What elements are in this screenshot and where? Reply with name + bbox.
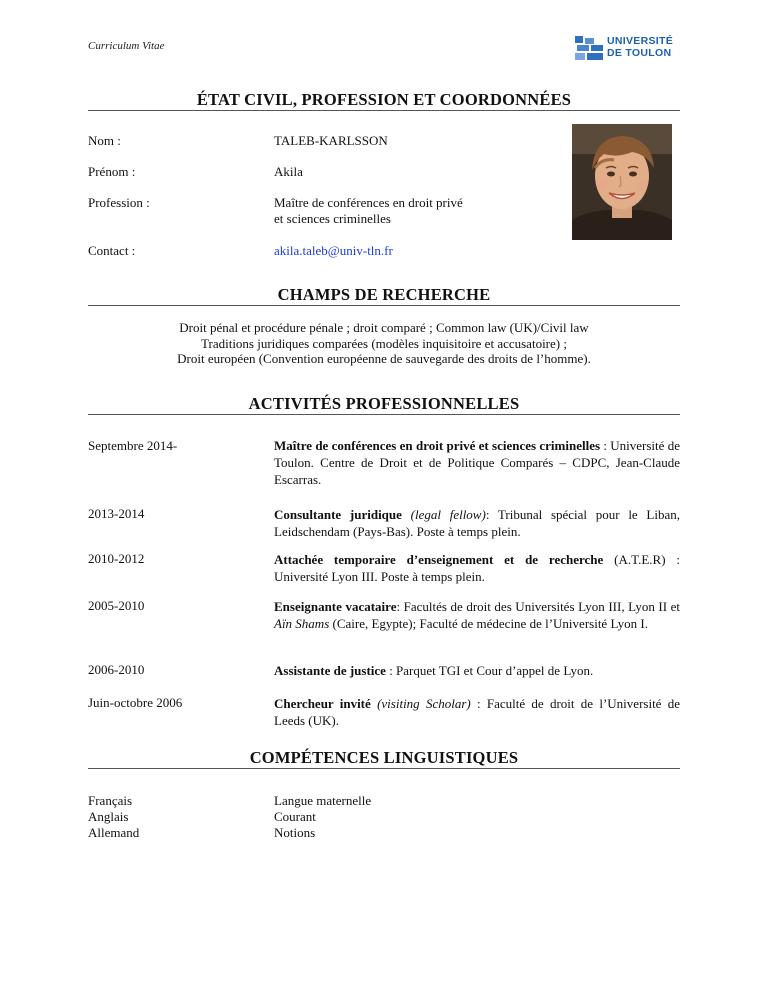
language-level: Courant [274, 809, 316, 824]
activity-date: 2006-2010 [88, 662, 145, 677]
prenom-value: Akila [274, 164, 303, 179]
profession-value [274, 195, 463, 227]
portrait-illustration [572, 124, 672, 240]
logo-line-1: UNIVERSITÉ [607, 35, 674, 47]
activity-date: 2013-2014 [88, 506, 145, 521]
activity-details: : Faculté de droit de l’Université de Leeds (UK). [274, 696, 680, 728]
section-title-etat-civil: ÉTAT CIVIL, PROFESSION ET COORDONNÉES [196, 90, 572, 109]
prenom-label: Prénom : [88, 164, 136, 179]
contact-label: Contact : [88, 243, 136, 258]
language-names [88, 793, 139, 841]
section-rule [88, 305, 680, 306]
activity-title: Enseignante vacataire [274, 599, 397, 614]
activity-details: (Caire, Egypte); Faculté de médecine de l’Université Lyon I. [329, 616, 648, 631]
activity-details: : Tribunal spécial pour le Liban, Leidschendam (Pays-Bas). Poste à temps plein. [274, 507, 680, 539]
activity-italic: (visiting Scholar) [377, 696, 471, 711]
activity-italic: (legal fellow) [410, 507, 486, 522]
language-name: Anglais [88, 809, 129, 824]
section-rule [88, 414, 680, 415]
activity-details: (A.T.E.R) : Université Lyon III. Poste à temps plein. [274, 552, 681, 584]
activity-details: : Facultés de droit des Universités Lyon III, Lyon II et [396, 599, 680, 614]
profession-label: Profession : [88, 195, 150, 210]
section-title-activites: ACTIVITÉS PROFESSIONNELLES [248, 394, 520, 413]
logo-line-2: DE TOULON [607, 47, 672, 59]
activity-title: Maître de conférences en droit privé et sciences criminelles [274, 438, 601, 453]
recherche-line-1: Droit pénal et procédure pénale ; droit comparé ; Common law (UK)/Civil law [179, 320, 589, 335]
language-name: Français [88, 793, 133, 808]
activity-date: 2005-2010 [88, 598, 145, 613]
logo-mark [575, 36, 605, 60]
university-logo-icon [575, 36, 681, 60]
recherche-text [88, 320, 680, 367]
section-title-recherche: CHAMPS DE RECHERCHE [277, 285, 491, 304]
activity-date: 2010-2012 [88, 551, 145, 566]
section-rule [88, 768, 680, 769]
activity-date: Juin-octobre 2006 [88, 695, 183, 710]
section-rule [88, 110, 680, 111]
language-level: Langue maternelle [274, 793, 372, 808]
activity-italic: Aïn Shams [274, 616, 330, 631]
language-levels [274, 793, 371, 841]
language-name: Allemand [88, 825, 140, 840]
activity-details: : Université de Toulon. Centre de Droit et de Politique Comparés – CDPC, Jean-Claude Escarras. [274, 438, 680, 487]
language-level: Notions [274, 825, 316, 840]
activity-description [274, 598, 680, 632]
activity-description [274, 506, 680, 540]
profession-line-2: et sciences criminelles [274, 211, 391, 226]
nom-label: Nom : [88, 133, 121, 148]
activity-details: : Parquet TGI et Cour d’appel de Lyon. [385, 663, 594, 678]
activity-title: Chercheur invité [274, 696, 371, 711]
activity-date: Septembre 2014- [88, 438, 178, 453]
recherche-line-2: Traditions juridiques comparées (modèles inquisitoire et accusatoire) ; [201, 335, 567, 351]
section-title-langues: COMPÉTENCES LINGUISTIQUES [249, 748, 519, 767]
activity-description [274, 437, 680, 488]
profession-line-1: Maître de conférences en droit privé [274, 195, 463, 210]
activity-title: Assistante de justice [274, 663, 386, 678]
activity-description [274, 695, 680, 729]
header-label: Curriculum Vitae [88, 40, 165, 52]
portrait-photo [572, 124, 672, 240]
contact-email-link[interactable]: akila.taleb@univ-tln.fr [274, 243, 393, 258]
recherche-line-3: Droit européen (Convention européenne de sauvegarde des droits de l’homme). [177, 351, 591, 366]
activity-description [274, 662, 680, 679]
activity-title: Attachée temporaire d’enseignement et de recherche [274, 552, 604, 567]
nom-value: TALEB-KARLSSON [274, 133, 388, 148]
activity-description [274, 551, 680, 585]
activity-title: Consultante juridique [274, 507, 402, 522]
